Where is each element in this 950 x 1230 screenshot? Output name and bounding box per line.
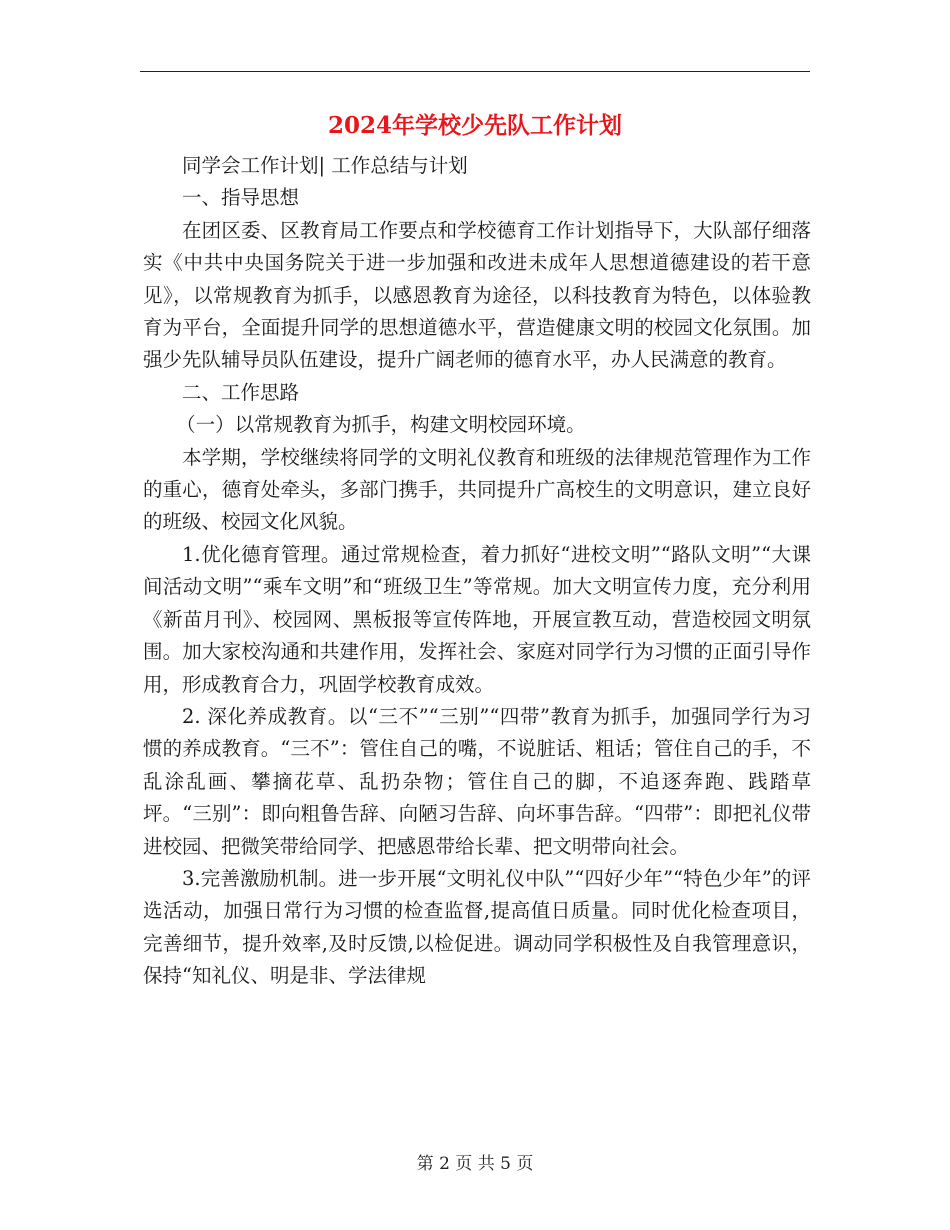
document-body [143,150,811,993]
paragraph-subtitle: 同学会工作计划| 工作总结与计划 [182,154,468,177]
paragraph-item-2: 2. 深化养成教育。以“三不”“三别”“四带”教育为抓手，加强同学行为习惯的养成教育。“三不”：管住自己的嘴，不说脏话、粗话；管住自己的手，不乱涂乱画、攀摘花草、乱扔杂物；管住自己的脚，不追逐奔跑、践踏草坪。“三别”：即向粗鲁告辞、向陋习告辞、向坏事告辞。“四带”：即把礼仪带进校园、把微笑带给同学、把感恩带给长辈、把文明带向社会。 [143,704,811,858]
paragraph-guiding-thought: 在团区委、区教育局工作要点和学校德育工作计划指导下，大队部仔细落实《中共中央国务院关于进一步加强和改进未成年人思想道德建设的若干意见》，以常规教育为抓手，以感恩教育为途径，以科技教育为特色，以体验教育为平台，全面提升同学的思想道德水平，营造健康文明的校园文化氛围。加强少先队辅导员队伍建设，提升广阔老师的德育水平，办人民满意的教育。 [143,218,811,372]
section-heading-work-approach: 二、工作思路 [182,380,300,404]
paragraph-semester: 本学期，学校继续将同学的文明礼仪教育和班级的法律规范管理作为工作的重心，德育处牵头，多部门携手，共同提升广高校生的文明意识，建立良好的班级、校园文化风貌。 [143,445,811,534]
header-rule [140,71,810,72]
subsection-heading-routine-education: （一）以常规教育为抓手，构建文明校园环境。 [176,413,586,437]
paragraph-item-3: 3.完善激励机制。进一步开展“文明礼仪中队”“四好少年”“特色少年”的评选活动，加强日常行为习惯的检查监督,提高值日质量。同时优化检查项目，完善细节，提升效率,及时反馈,以检促进。调动同学积极性及自我管理意识，保持“知礼仪、明是非、学法律规 [143,866,811,988]
section-heading-guiding-thought: 一、指导思想 [182,186,300,210]
paragraph-item-1: 1.优化德育管理。通过常规检查，着力抓好“进校文明”“路队文明”“大课间活动文明”“乘车文明”和“班级卫生”等常规。加大文明宣传力度，充分利用《新苗月刊》、校园网、黑板报等宣传阵地，开展宣教互动，营造校园文明氛围。加大家校沟通和共建作用，发挥社会、家庭对同学行为习惯的正面引导作用，形成教育合力，巩固学校教育成效。 [143,542,811,696]
document-title: 2024年学校少先队工作计划 [327,112,622,139]
page-footer: 第 2 页 共 5 页 [416,1154,534,1174]
